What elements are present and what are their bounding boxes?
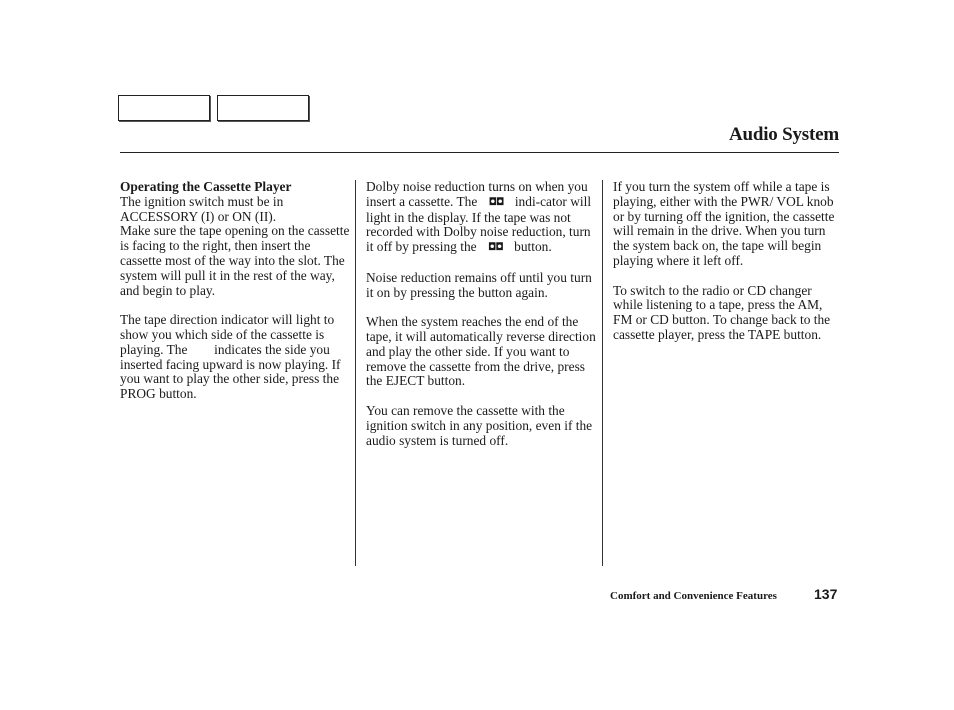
column-1 (120, 180, 350, 417)
footer-section-label: Comfort and Convenience Features (610, 590, 777, 602)
header-rule (120, 152, 839, 153)
text-dolby-before: Dolby noise reduction turns on when you insert a cassette. The (366, 179, 588, 209)
paragraph-dolby (366, 180, 598, 256)
column-divider-1 (355, 180, 356, 566)
dolby-nr-icon: ◘◘ (488, 196, 504, 208)
text-dolby-middle: indi-cator will light in the display. If the tape was not recorded with Dolby noise reduction, turn it off by pressing the (366, 193, 592, 255)
paragraph-switch-source: To switch to the radio or CD changer while listening to a tape, press the AM, FM or CD button. To change back to the cassette player, press the TAPE button. (613, 282, 831, 342)
paragraph-direction-indicator (120, 313, 350, 402)
text-insert-cassette: Make sure the tape opening on the cassette is facing to the right, then insert the cassette most of the way into the slot. The system will pull it in the rest of the way, and begin to play. (120, 223, 350, 298)
column-divider-2 (602, 180, 603, 566)
paragraph-system-off: If you turn the system off while a tape is playing, either with the PWR/ VOL knob or by turning off the ignition, the cassette will remain in the drive. When you turn the system back on, the tape will begin playing where it left off. (613, 179, 835, 268)
subheading-operating-cassette: Operating the Cassette Player (120, 179, 292, 194)
page-number: 137 (814, 586, 838, 602)
text-dolby-after: button. (514, 239, 552, 255)
text-direction-before: The tape direction indicator will light to show you which side of the cassette is playing. The (120, 312, 335, 357)
paragraph-remove-cassette: You can remove the cassette with the ignition switch in any position, even if the audio system is turned off. (366, 402, 593, 448)
column-2 (366, 180, 598, 463)
column-3 (613, 180, 841, 358)
paragraph-ignition (120, 180, 350, 298)
text-ignition-switch: The ignition switch must be in ACCESSORY (I) or ON (II). (120, 193, 284, 224)
nav-box-index[interactable] (217, 95, 309, 121)
section-title: Audio System (728, 124, 839, 145)
paragraph-noise-reduction: Noise reduction remains off until you turn it on by pressing the button again. (366, 269, 592, 300)
text-direction-after: indicates the side you inserted facing upward is now playing. If you want to play the other side, press the PROG button. (120, 341, 341, 402)
dolby-nr-icon: ◘◘ (487, 242, 503, 254)
nav-box-main-menu[interactable] (118, 95, 210, 121)
paragraph-auto-reverse: When the system reaches the end of the tape, it will automatically reverse direction and play the other side. If you want to remove the cassette from the drive, press the EJECT button. (366, 314, 596, 389)
